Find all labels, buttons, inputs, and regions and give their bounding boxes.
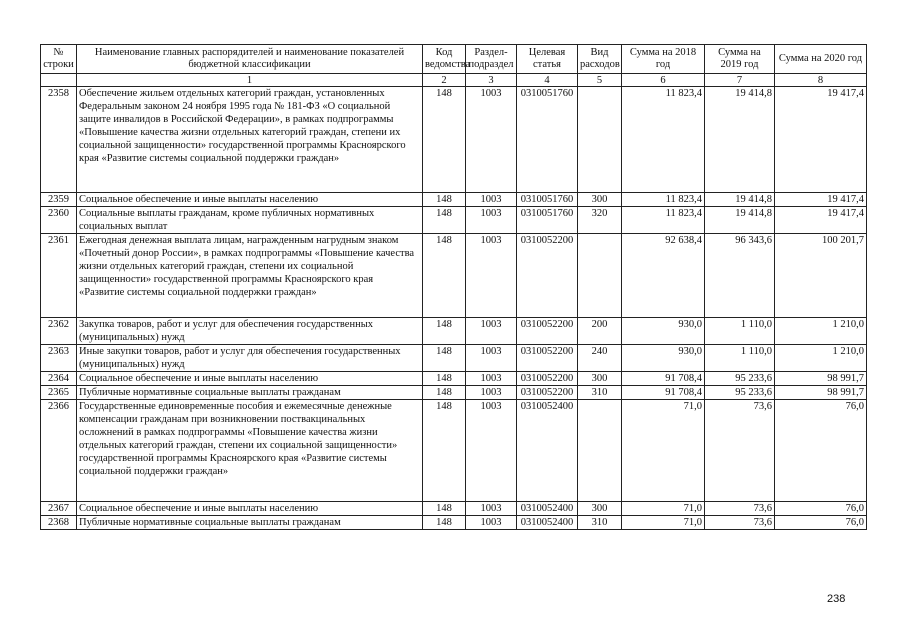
row-sum-2019: 73,6 [705,502,775,516]
row-sum-2019: 1 110,0 [705,345,775,372]
table-row [41,207,867,234]
row-dept-code: 148 [423,193,466,207]
row-target: 0310052200 [517,372,578,386]
row-number: 2367 [41,502,77,516]
row-target: 0310052400 [517,516,578,530]
row-name: Обеспечение жильем отдельных категорий граждан, установленных Федеральным законом 24 ноября 1995 года № 181-ФЗ «О социальной защите инвалидов в Российской Федерации», в рамках подпрограммы «Повышение качества жизни отдельных категорий граждан, степени их социальной защищенности» государственной программы Красноярского края «Развитие системы социальной поддержки граждан» [77,87,423,193]
table-row [41,318,867,345]
table-row [41,345,867,372]
page-number: 238 [827,593,846,605]
row-sum-2019: 19 414,8 [705,207,775,234]
row-section: 1003 [466,400,517,502]
row-sum-2018: 91 708,4 [622,372,705,386]
table-row [41,400,867,502]
row-sum-2019: 1 110,0 [705,318,775,345]
row-dept-code: 148 [423,502,466,516]
row-dept-code: 148 [423,516,466,530]
row-expense-type [578,234,622,318]
row-name: Ежегодная денежная выплата лицам, награжденным нагрудным знаком «Почетный донор России», в рамках подпрограммы «Повышение качества жизни отдельных категорий граждан, степени их социальной защищенности» государственной программы Красноярского края «Развитие системы социальной поддержки граждан» [77,234,423,318]
column-number: 7 [705,74,775,87]
table-row [41,87,867,193]
row-sum-2020: 98 991,7 [775,386,867,400]
column-number: 5 [578,74,622,87]
row-number: 2364 [41,372,77,386]
row-sum-2020: 98 991,7 [775,372,867,386]
row-target: 0310051760 [517,207,578,234]
row-sum-2019: 95 233,6 [705,386,775,400]
column-number-empty [41,74,77,87]
row-expense-type: 310 [578,516,622,530]
row-expense-type: 200 [578,318,622,345]
row-dept-code: 148 [423,400,466,502]
column-number: 8 [775,74,867,87]
header-sum-2020: Сумма на 2020 год [775,45,867,74]
table-row [41,516,867,530]
row-sum-2018: 11 823,4 [622,87,705,193]
row-dept-code: 148 [423,207,466,234]
row-name: Социальное обеспечение и иные выплаты населению [77,193,423,207]
row-target: 0310052200 [517,345,578,372]
row-number: 2359 [41,193,77,207]
row-section: 1003 [466,193,517,207]
row-name: Социальные выплаты гражданам, кроме публичных нормативных социальных выплат [77,207,423,234]
row-section: 1003 [466,234,517,318]
row-sum-2018: 71,0 [622,400,705,502]
row-sum-2019: 19 414,8 [705,193,775,207]
row-number: 2368 [41,516,77,530]
row-dept-code: 148 [423,234,466,318]
row-target: 0310052200 [517,234,578,318]
row-sum-2018: 92 638,4 [622,234,705,318]
row-expense-type: 300 [578,372,622,386]
header-row-no: № строки [41,45,77,74]
header-sum-2019: Сумма на 2019 год [705,45,775,74]
row-sum-2020: 76,0 [775,516,867,530]
table-header-row [41,45,867,74]
row-number: 2363 [41,345,77,372]
row-number: 2358 [41,87,77,193]
row-target: 0310052400 [517,400,578,502]
row-sum-2019: 95 233,6 [705,372,775,386]
column-number: 2 [423,74,466,87]
row-sum-2020: 76,0 [775,400,867,502]
row-expense-type [578,87,622,193]
column-number: 4 [517,74,578,87]
header-dept-code: Код ведомства [423,45,466,74]
row-section: 1003 [466,318,517,345]
header-expense-type: Вид расходов [578,45,622,74]
row-sum-2018: 71,0 [622,502,705,516]
row-sum-2018: 930,0 [622,318,705,345]
row-target: 0310052400 [517,502,578,516]
row-sum-2020: 19 417,4 [775,207,867,234]
row-sum-2018: 71,0 [622,516,705,530]
table-row [41,234,867,318]
row-sum-2018: 11 823,4 [622,193,705,207]
row-sum-2018: 930,0 [622,345,705,372]
row-target: 0310051760 [517,87,578,193]
row-sum-2019: 96 343,6 [705,234,775,318]
row-dept-code: 148 [423,87,466,193]
row-sum-2020: 19 417,4 [775,87,867,193]
header-target: Целевая статья [517,45,578,74]
row-section: 1003 [466,87,517,193]
row-dept-code: 148 [423,318,466,345]
row-sum-2018: 91 708,4 [622,386,705,400]
row-sum-2019: 73,6 [705,400,775,502]
row-expense-type: 300 [578,502,622,516]
row-expense-type [578,400,622,502]
column-number: 3 [466,74,517,87]
row-section: 1003 [466,207,517,234]
row-name: Публичные нормативные социальные выплаты гражданам [77,386,423,400]
row-number: 2366 [41,400,77,502]
table-row [41,502,867,516]
row-number: 2362 [41,318,77,345]
table-row [41,372,867,386]
row-expense-type: 240 [578,345,622,372]
row-sum-2020: 1 210,0 [775,318,867,345]
row-name: Социальное обеспечение и иные выплаты населению [77,502,423,516]
table-row [41,386,867,400]
budget-table [40,44,867,530]
row-name: Публичные нормативные социальные выплаты гражданам [77,516,423,530]
row-target: 0310052200 [517,386,578,400]
row-target: 0310052200 [517,318,578,345]
header-name: Наименование главных распорядителей и наименование показателей бюджетной классификации [77,45,423,74]
row-name: Государственные единовременные пособия и ежемесячные денежные компенсации гражданам при возникновении поствакцинальных осложнений в рамках подпрограммы «Повышение качества жизни отдельных категорий граждан, степени их социальной защищенности» государственной программы Красноярского края «Развитие системы социальной поддержки граждан» [77,400,423,502]
row-section: 1003 [466,372,517,386]
table-row [41,193,867,207]
row-sum-2018: 11 823,4 [622,207,705,234]
row-number: 2361 [41,234,77,318]
row-sum-2020: 76,0 [775,502,867,516]
column-number: 1 [77,74,423,87]
row-sum-2020: 19 417,4 [775,193,867,207]
column-number-row [41,74,867,87]
row-dept-code: 148 [423,386,466,400]
row-section: 1003 [466,345,517,372]
row-target: 0310051760 [517,193,578,207]
row-number: 2365 [41,386,77,400]
row-section: 1003 [466,502,517,516]
row-sum-2019: 73,6 [705,516,775,530]
row-name: Социальное обеспечение и иные выплаты населению [77,372,423,386]
row-number: 2360 [41,207,77,234]
header-sum-2018: Сумма на 2018 год [622,45,705,74]
row-section: 1003 [466,386,517,400]
row-expense-type: 320 [578,207,622,234]
row-section: 1003 [466,516,517,530]
row-sum-2020: 100 201,7 [775,234,867,318]
row-sum-2020: 1 210,0 [775,345,867,372]
row-expense-type: 310 [578,386,622,400]
row-dept-code: 148 [423,345,466,372]
column-number: 6 [622,74,705,87]
header-section: Раздел-подраздел [466,45,517,74]
row-expense-type: 300 [578,193,622,207]
row-name: Закупка товаров, работ и услуг для обеспечения государственных (муниципальных) нужд [77,318,423,345]
row-sum-2019: 19 414,8 [705,87,775,193]
row-name: Иные закупки товаров, работ и услуг для обеспечения государственных (муниципальных) нужд [77,345,423,372]
row-dept-code: 148 [423,372,466,386]
